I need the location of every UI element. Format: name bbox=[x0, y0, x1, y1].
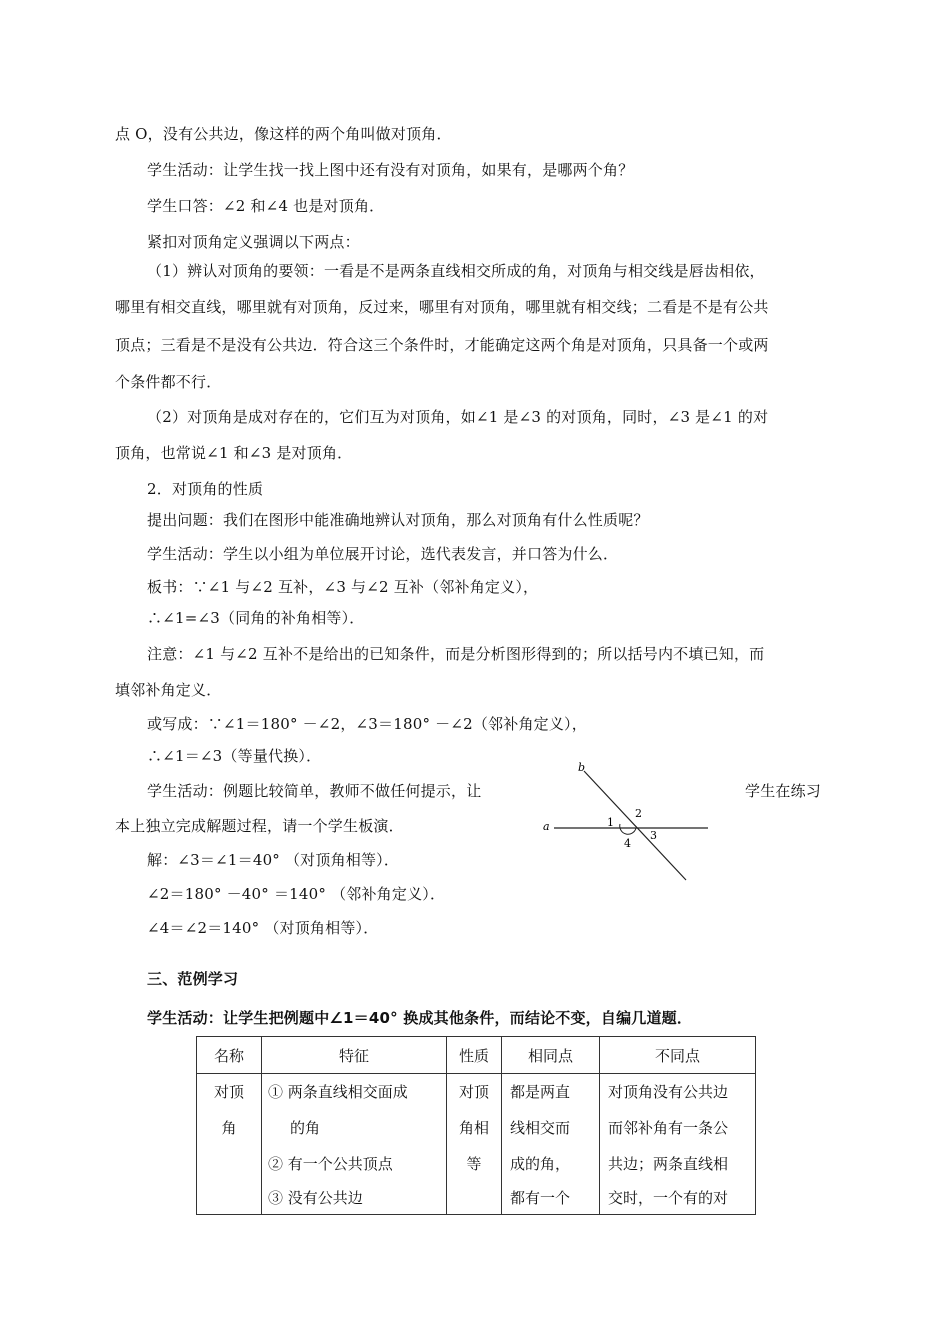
table-header-row bbox=[197, 1037, 756, 1074]
cell-text: 的角 bbox=[290, 1119, 321, 1137]
cell-text: 对顶 bbox=[213, 1083, 244, 1101]
header-name: 名称 bbox=[197, 1037, 262, 1074]
label-2: 2 bbox=[635, 807, 642, 820]
text-line: 板书：∵∠1 与∠2 互补，∠3 与∠2 互补（邻补角定义）， bbox=[147, 578, 539, 596]
text-line: 学生活动：例题比较简单，教师不做任何提示，让 bbox=[147, 782, 482, 800]
activity-line: 学生活动：让学生把例题中∠1＝40° 换成其他条件，而结论不变，自编几道题． bbox=[147, 1009, 693, 1027]
header-same: 相同点 bbox=[502, 1037, 600, 1074]
angle-arc bbox=[620, 824, 636, 834]
text-line: 解：∠3＝∠1＝40° （对顶角相等）． bbox=[147, 851, 400, 869]
text-line: 学生口答：∠2 和∠4 也是对顶角． bbox=[147, 197, 385, 215]
cell-text: 对顶 bbox=[458, 1083, 489, 1101]
cell-text: ① 两条直线相交面成 bbox=[268, 1083, 408, 1101]
label-4: 4 bbox=[624, 837, 631, 850]
text-line: 填邻补角定义． bbox=[115, 681, 222, 699]
cell-name bbox=[197, 1074, 262, 1215]
text-line: 顶点；三看是不是没有公共边．符合这三个条件时，才能确定这两个角是对顶角，只具备一个或两 bbox=[115, 336, 769, 354]
header-features: 特征 bbox=[262, 1037, 447, 1074]
text-line: 注意：∠1 与∠2 互补不是给出的已知条件，而是分析图形得到的；所以括号内不填已知，而 bbox=[147, 645, 765, 663]
comparison-table bbox=[196, 1036, 756, 1215]
text-line: 顶角，也常说∠1 和∠3 是对顶角． bbox=[115, 444, 353, 462]
text-line: 哪里有相交直线，哪里就有对顶角，反过来，哪里有对顶角，哪里就有相交线；二看是不是有公共 bbox=[115, 298, 769, 316]
cell-property bbox=[447, 1074, 502, 1215]
text-line: ∴∠1=∠3（同角的补角相等）． bbox=[147, 609, 365, 627]
section-title: 三、范例学习 bbox=[147, 970, 239, 988]
cell-same bbox=[502, 1074, 600, 1215]
cell-text: 交时，一个有的对 bbox=[608, 1189, 729, 1207]
label-a: a bbox=[543, 820, 550, 833]
cell-text: 都有一个 bbox=[510, 1189, 571, 1207]
text-line: 学生在练习 bbox=[745, 782, 822, 800]
cell-text: 都是两直 bbox=[510, 1083, 571, 1101]
cell-text: 角相 bbox=[458, 1119, 489, 1137]
intersecting-lines-figure bbox=[540, 758, 715, 888]
label-b: b bbox=[578, 761, 586, 774]
text-line: （1）辨认对顶角的要领：一看是不是两条直线相交所成的角，对顶角与相交线是唇齿相依， bbox=[147, 262, 765, 280]
table-row bbox=[197, 1074, 756, 1215]
text-line: 提出问题：我们在图形中能准确地辨认对顶角，那么对顶角有什么性质呢？ bbox=[147, 511, 649, 529]
text-line: 紧扣对顶角定义强调以下两点： bbox=[147, 233, 360, 251]
text-line: 2．对顶角的性质 bbox=[147, 480, 264, 498]
header-diff: 不同点 bbox=[600, 1037, 756, 1074]
cell-text: 而邻补角有一条公 bbox=[608, 1119, 729, 1137]
text-line: ∠2＝180° －40° ＝140° （邻补角定义）． bbox=[147, 885, 446, 903]
text-line: 或写成：∵∠1＝180° －∠2，∠3＝180° －∠2（邻补角定义）， bbox=[147, 715, 587, 733]
cell-text: ② 有一个公共顶点 bbox=[268, 1155, 393, 1173]
line-b bbox=[584, 771, 686, 880]
cell-text: 对顶角没有公共边 bbox=[608, 1083, 729, 1101]
cell-text: 成的角， bbox=[510, 1155, 571, 1173]
text-line: 本上独立完成解题过程，请一个学生板演． bbox=[115, 817, 404, 835]
label-1: 1 bbox=[607, 816, 614, 829]
text-line: （2）对顶角是成对存在的，它们互为对顶角，如∠1 是∠3 的对顶角，同时，∠3 是∠1 的对 bbox=[147, 408, 769, 426]
text-line: 学生活动：让学生找一找上图中还有没有对顶角，如果有，是哪两个角？ bbox=[147, 161, 634, 179]
text-line: 个条件都不行． bbox=[115, 373, 222, 391]
cell-text: 线相交而 bbox=[510, 1119, 571, 1137]
text-line: ∴∠1＝∠3（等量代换）． bbox=[147, 747, 322, 765]
text-line: 学生活动：学生以小组为单位展开讨论，选代表发言，并口答为什么． bbox=[147, 545, 619, 563]
cell-text: 等 bbox=[466, 1155, 482, 1173]
cell-text: 角 bbox=[221, 1119, 237, 1137]
cell-text: 共边；两条直线相 bbox=[608, 1155, 729, 1173]
text-line: 点 O，没有公共边，像这样的两个角叫做对顶角． bbox=[115, 125, 452, 143]
cell-features bbox=[262, 1074, 447, 1215]
text-line: ∠4＝∠2＝140° （对顶角相等）． bbox=[147, 919, 379, 937]
cell-text: ③ 没有公共边 bbox=[268, 1189, 363, 1207]
cell-diff bbox=[600, 1074, 756, 1215]
header-property: 性质 bbox=[447, 1037, 502, 1074]
label-3: 3 bbox=[650, 829, 657, 842]
